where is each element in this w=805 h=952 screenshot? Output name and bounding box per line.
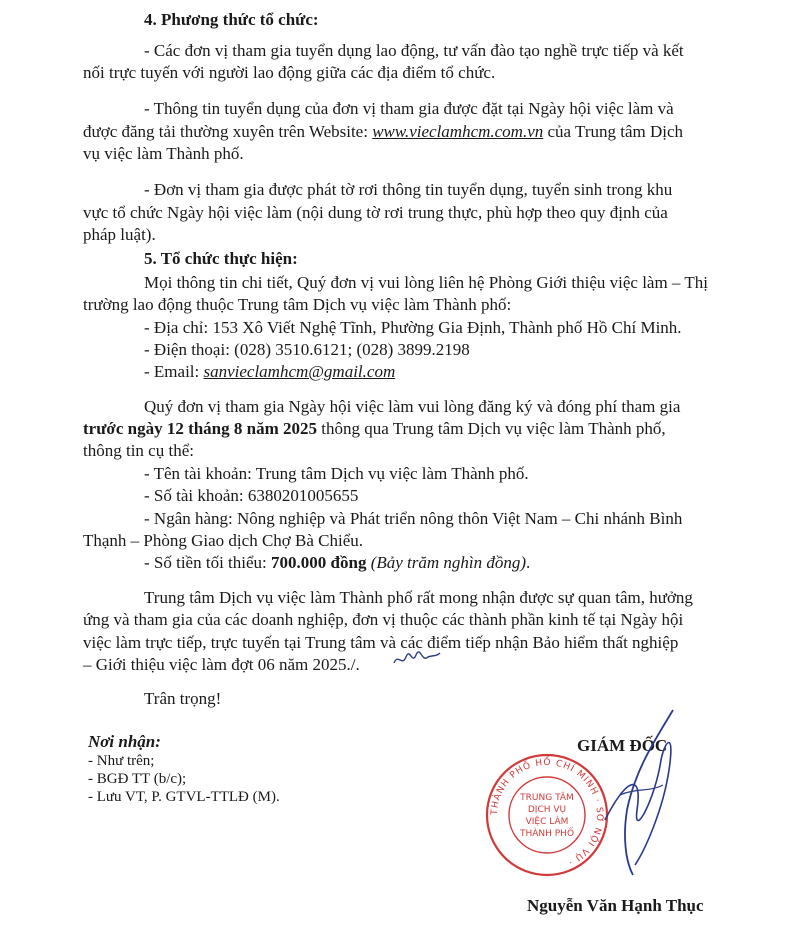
section-4-heading: 4. Phương thức tổ chức: <box>144 10 319 29</box>
recipient-item: - Lưu VT, P. GTVL-TTLĐ (M). <box>88 789 280 805</box>
contact-email-line: - Email: sanvieclamhcm@gmail.com <box>144 362 396 381</box>
svg-text:THÀNH PHỐ HỒ CHÍ MINH · SỞ NỘI: THÀNH PHỐ HỒ CHÍ MINH · SỞ NỘI VỤ · <box>489 757 605 868</box>
minimum-amount: 700.000 đồng <box>271 553 367 572</box>
handwritten-signature <box>565 700 705 880</box>
section-4-p2-line2: được đăng tải thường xuyên trên Website: www.vieclamhcm.com.vn của Trung tâm Dịch <box>83 122 684 141</box>
website-link[interactable]: www.vieclamhcm.com.vn <box>372 122 544 141</box>
account-number: - Số tài khoản: 6380201005655 <box>144 486 359 505</box>
initial-signature-mark <box>392 647 442 671</box>
registration-deadline: trước ngày 12 tháng 8 năm 2025 <box>83 419 318 438</box>
contact-address: - Địa chỉ: 153 Xô Viết Nghệ Tĩnh, Phường Gia Định, Thành phố Hồ Chí Minh. <box>144 318 682 337</box>
section-4-p1-line2: nối trực tuyến với người lao động giữa các địa điểm tổ chức. <box>83 63 496 82</box>
registration-line2: trước ngày 12 tháng 8 năm 2025 thông qua Trung tâm Dịch vụ việc làm Thành phố, <box>83 419 666 438</box>
svg-text:THÀNH PHỐ: THÀNH PHỐ <box>519 829 575 839</box>
section-4-p3-line1: - Đơn vị tham gia được phát tờ rơi thông tin tuyển dụng, tuyển sinh trong khu <box>144 180 673 199</box>
section-5-intro-line1: Mọi thông tin chi tiết, Quý đơn vị vui lòng liên hệ Phòng Giới thiệu việc làm – Thị <box>144 273 708 292</box>
signer-title: GIÁM ĐỐC <box>577 736 668 755</box>
regards-text: Trân trọng! <box>144 689 222 708</box>
recipient-item: - BGĐ TT (b/c); <box>88 771 187 787</box>
bank-line1: - Ngân hàng: Nông nghiệp và Phát triển nông thôn Việt Nam – Chi nhánh Bình <box>144 509 683 528</box>
closing-line1: Trung tâm Dịch vụ việc làm Thành phố rất mong nhận được sự quan tâm, hưởng <box>144 588 693 607</box>
section-5-heading: 5. Tổ chức thực hiện: <box>144 249 298 268</box>
section-4-p1-line1: - Các đơn vị tham gia tuyển dụng lao động, tư vấn đào tạo nghề trực tiếp và kết <box>144 41 684 60</box>
minimum-amount-line: - Số tiền tối thiểu: 700.000 đồng (Bảy trăm nghìn đồng). <box>144 553 531 572</box>
svg-text:TRUNG TÂM: TRUNG TÂM <box>520 793 574 803</box>
closing-line3: việc làm trực tiếp, trực tuyến tại Trung tâm và các điểm tiếp nhận Bảo hiểm thất nghiệp <box>83 633 679 652</box>
email-link[interactable]: sanvieclamhcm@gmail.com <box>203 362 396 381</box>
registration-line3: thông tin cụ thể: <box>83 441 194 460</box>
section-4-p2-line3: vụ việc làm Thành phố. <box>83 144 244 163</box>
svg-text:DỊCH VỤ: DỊCH VỤ <box>527 805 567 815</box>
svg-text:VIỆC LÀM: VIỆC LÀM <box>525 817 569 827</box>
signer-name: Nguyễn Văn Hạnh Thục <box>527 896 704 915</box>
section-5-intro-line2: trường lao động thuộc Trung tâm Dịch vụ việc làm Thành phố: <box>83 295 512 314</box>
registration-line1: Quý đơn vị tham gia Ngày hội việc làm vui lòng đăng ký và đóng phí tham gia <box>144 397 681 416</box>
closing-line4: – Giới thiệu việc làm đợt 06 năm 2025./. <box>83 655 360 674</box>
account-name: - Tên tài khoản: Trung tâm Dịch vụ việc làm Thành phố. <box>144 464 529 483</box>
closing-line2: ứng và tham gia của các doanh nghiệp, đơn vị thuộc các thành phần kinh tế tại Ngày hội <box>83 610 684 629</box>
recipients-heading: Nơi nhận: <box>88 732 161 751</box>
recipient-item: - Như trên; <box>88 753 155 769</box>
section-4-p3-line3: pháp luật). <box>83 225 156 244</box>
bank-line2: Thạnh – Phòng Giao dịch Chợ Bà Chiểu. <box>83 531 364 550</box>
section-4-p2-line1: - Thông tin tuyển dụng của đơn vị tham gia được đặt tại Ngày hội việc làm và <box>144 99 674 118</box>
section-4-p3-line2: vực tổ chức Ngày hội việc làm (nội dung tờ rơi trung thực, phù hợp theo quy định của <box>83 203 668 222</box>
contact-phone: - Điện thoại: (028) 3510.6121; (028) 3899.2198 <box>144 340 470 359</box>
